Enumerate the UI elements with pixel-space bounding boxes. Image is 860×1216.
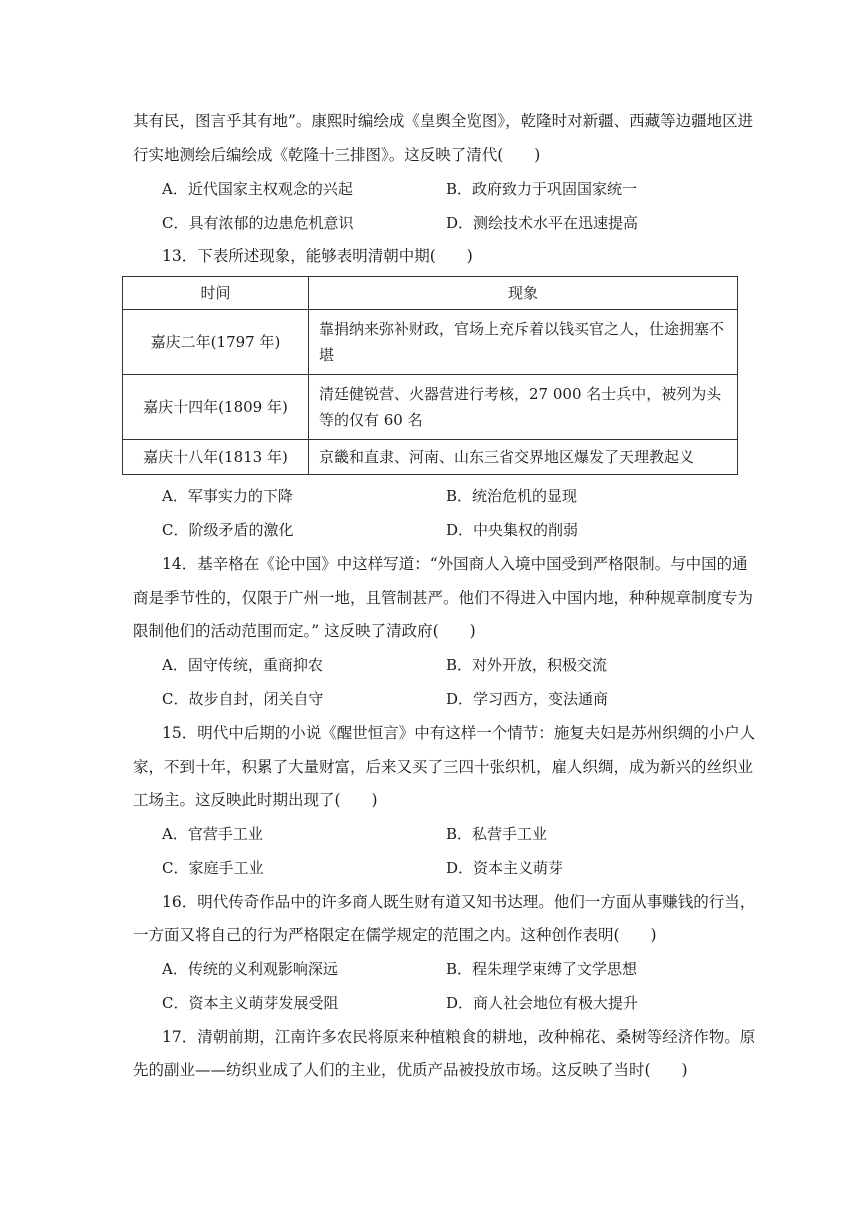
q15-line2: 家，不到十年，积累了大量财富，后来又买了三四十张织机，雇人织绸，成为新兴的丝织业 <box>133 758 754 776</box>
table-row <box>123 375 738 440</box>
q14-line1: 14．基辛格在《论中国》中这样写道：“外国商人入境中国受到严格限制。与中国的通 <box>162 555 748 573</box>
q15-option-d: D．资本主义萌芽 <box>446 859 564 877</box>
table-header-phenomenon: 现象 <box>309 277 738 310</box>
q12-option-c: C．具有浓郁的边患危机意识 <box>162 214 354 232</box>
table-row <box>123 310 738 375</box>
table-header-time: 时间 <box>123 277 309 310</box>
table-cell-time: 嘉庆二年(1797 年) <box>123 310 309 375</box>
q13-option-a: A．军事实力的下降 <box>162 487 293 505</box>
q13-stem: 13．下表所述现象，能够表明清朝中期( ) <box>162 247 473 265</box>
table-cell-phenomenon: 靠捐纳来弥补财政，官场上充斥着以钱买官之人，仕途拥塞不堪 <box>309 310 738 375</box>
q15-line3: 工场主。这反映此时期出现了( ) <box>133 791 378 809</box>
q13-option-c: C．阶级矛盾的激化 <box>162 521 294 539</box>
q16-option-d: D．商人社会地位有极大提升 <box>446 994 639 1012</box>
q15-option-c: C．家庭手工业 <box>162 859 264 877</box>
q14-option-d: D．学习西方，变法通商 <box>446 690 609 708</box>
table-row <box>123 440 738 475</box>
q15-option-b: B．私营手工业 <box>446 825 548 843</box>
q12-option-b: B．政府致力于巩固国家统一 <box>446 180 638 198</box>
q12-option-d: D．测绘技术水平在迅速提高 <box>446 214 639 232</box>
q12-line2: 行实地测绘后编绘成《乾隆十三排图》。这反映了清代( ) <box>133 146 541 164</box>
q12-option-a: A．近代国家主权观念的兴起 <box>162 180 353 198</box>
q13-table <box>122 276 738 475</box>
q14-line3: 限制他们的活动范围而定。” 这反映了清政府( ) <box>133 622 476 640</box>
q14-line2: 商是季节性的，仅限于广州一地，且管制甚严。他们不得进入中国内地，种种规章制度专为 <box>133 589 754 607</box>
q15-line1: 15．明代中后期的小说《醒世恒言》中有这样一个情节：施复夫妇是苏州织绸的小户人 <box>162 724 756 742</box>
q14-option-a: A．固守传统，重商抑农 <box>162 656 323 674</box>
table-cell-time: 嘉庆十八年(1813 年) <box>123 440 309 475</box>
table-cell-phenomenon: 清廷健锐营、火器营进行考核，27 000 名士兵中，被列为头等的仅有 60 名 <box>309 375 738 440</box>
q17-line2: 先的副业——纺织业成了人们的主业，优质产品被投放市场。这反映了当时( ) <box>133 1061 688 1079</box>
table-cell-phenomenon: 京畿和直隶、河南、山东三省交界地区爆发了天理教起义 <box>309 440 738 475</box>
q16-option-b: B．程朱理学束缚了文学思想 <box>446 960 638 978</box>
q16-option-a: A．传统的义利观影响深远 <box>162 960 338 978</box>
q13-option-b: B．统治危机的显现 <box>446 487 578 505</box>
q16-line1: 16．明代传奇作品中的许多商人既生财有道又知书达理。他们一方面从事赚钱的行当， <box>162 893 756 911</box>
q15-option-a: A．官营手工业 <box>162 825 263 843</box>
q12-line1: 其有民，图言乎其有地”。康熙时编绘成《皇舆全览图》，乾隆时对新疆、西藏等边疆地区进 <box>133 112 754 130</box>
q13-option-d: D．中央集权的削弱 <box>446 521 579 539</box>
q16-line2: 一方面又将自己的行为严格限定在儒学规定的范围之内。这种创作表明( ) <box>133 926 657 944</box>
q16-option-c: C．资本主义萌芽发展受阻 <box>162 994 339 1012</box>
q14-option-b: B．对外开放，积极交流 <box>446 656 608 674</box>
q17-line1: 17．清朝前期，江南许多农民将原来种植粮食的耕地，改种棉花、桑树等经济作物。原 <box>162 1028 756 1046</box>
table-cell-time: 嘉庆十四年(1809 年) <box>123 375 309 440</box>
q14-option-c: C．故步自封，闭关自守 <box>162 690 324 708</box>
table-header-row <box>123 277 738 310</box>
